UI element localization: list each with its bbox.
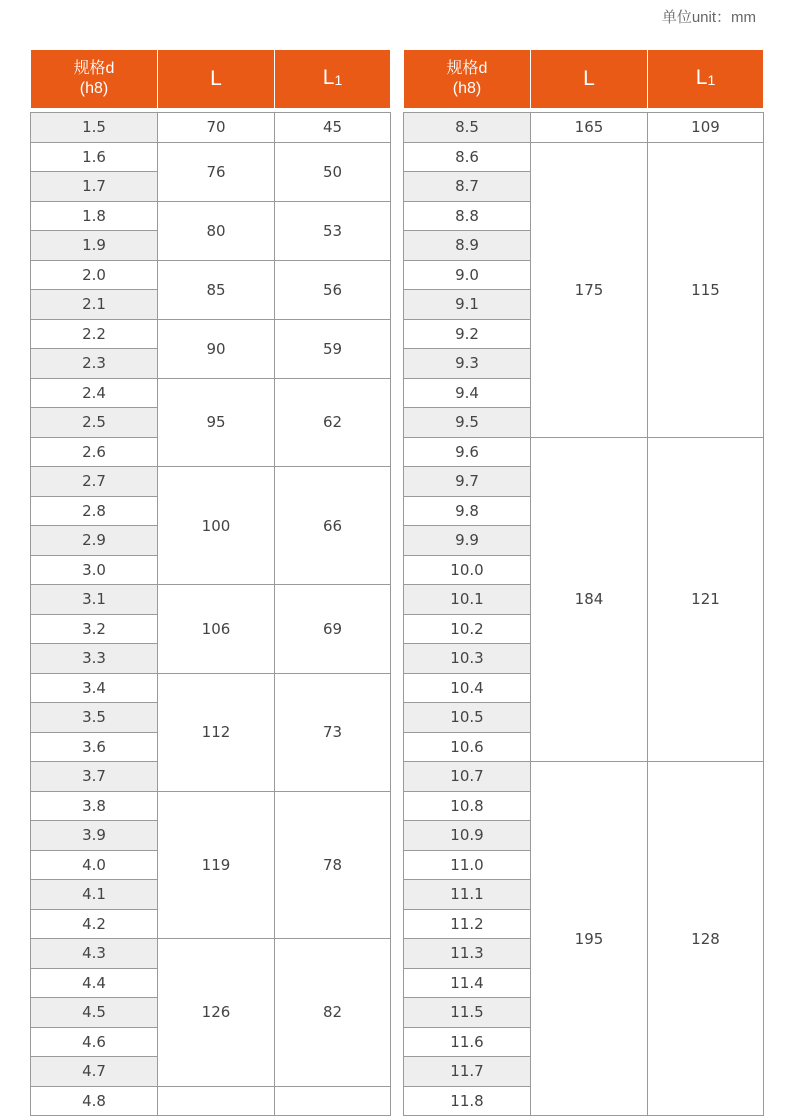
diameter-cell: 9.4 xyxy=(404,378,531,408)
diameter-cell: 2.0 xyxy=(31,260,158,290)
diameter-cell: 4.4 xyxy=(31,968,158,998)
diameter-cell: 11.7 xyxy=(404,1057,531,1087)
table-row xyxy=(31,378,391,408)
header-diameter-tolerance: (h8) xyxy=(79,80,109,97)
diameter-cell: 9.3 xyxy=(404,349,531,379)
table-row xyxy=(404,142,764,172)
length-cell: 195 xyxy=(531,762,648,1116)
diameter-cell: 8.5 xyxy=(404,113,531,143)
table-row xyxy=(31,319,391,349)
diameter-cell: 9.1 xyxy=(404,290,531,320)
diameter-cell: 11.3 xyxy=(404,939,531,969)
diameter-cell: 4.5 xyxy=(31,998,158,1028)
header-diameter-tolerance: (h8) xyxy=(452,80,482,97)
diameter-cell: 8.8 xyxy=(404,201,531,231)
diameter-cell: 2.4 xyxy=(31,378,158,408)
length-cell: 76 xyxy=(158,142,275,201)
diameter-cell: 3.3 xyxy=(31,644,158,674)
flute-length-cell: 78 xyxy=(275,791,391,939)
flute-length-cell: 69 xyxy=(275,585,391,674)
diameter-cell: 10.7 xyxy=(404,762,531,792)
diameter-cell: 2.9 xyxy=(31,526,158,556)
diameter-cell: 1.8 xyxy=(31,201,158,231)
diameter-cell: 2.7 xyxy=(31,467,158,497)
diameter-cell: 3.4 xyxy=(31,673,158,703)
diameter-cell: 9.9 xyxy=(404,526,531,556)
diameter-cell: 4.6 xyxy=(31,1027,158,1057)
diameter-cell: 8.6 xyxy=(404,142,531,172)
table-row xyxy=(31,467,391,497)
length-cell: 106 xyxy=(158,585,275,674)
flute-length-cell: 109 xyxy=(648,113,764,143)
diameter-cell: 1.7 xyxy=(31,172,158,202)
diameter-cell: 8.9 xyxy=(404,231,531,261)
header-flute-length-sub: 1 xyxy=(334,72,343,88)
flute-length-cell: 128 xyxy=(648,762,764,1116)
diameter-cell: 4.3 xyxy=(31,939,158,969)
spec-table-right xyxy=(403,50,764,1116)
header-diameter xyxy=(31,50,158,108)
diameter-cell: 4.1 xyxy=(31,880,158,910)
diameter-cell: 4.7 xyxy=(31,1057,158,1087)
table-row xyxy=(404,762,764,792)
diameter-cell: 2.6 xyxy=(31,437,158,467)
diameter-cell: 4.0 xyxy=(31,850,158,880)
header-diameter xyxy=(404,50,531,108)
header-flute-length-main: L xyxy=(695,66,708,89)
header-flute-length-sub: 1 xyxy=(707,72,716,88)
diameter-cell: 11.2 xyxy=(404,909,531,939)
unit-label: 单位unit：mm xyxy=(661,9,756,26)
diameter-cell: 11.8 xyxy=(404,1086,531,1116)
diameter-cell: 3.2 xyxy=(31,614,158,644)
diameter-cell: 2.5 xyxy=(31,408,158,438)
length-cell: 175 xyxy=(531,142,648,437)
length-cell: 85 xyxy=(158,260,275,319)
diameter-cell: 11.4 xyxy=(404,968,531,998)
diameter-cell: 10.3 xyxy=(404,644,531,674)
flute-length-cell: 45 xyxy=(275,113,391,143)
length-cell: 112 xyxy=(158,673,275,791)
diameter-cell: 11.5 xyxy=(404,998,531,1028)
table-row xyxy=(31,260,391,290)
diameter-cell: 10.9 xyxy=(404,821,531,851)
diameter-cell: 3.9 xyxy=(31,821,158,851)
length-cell: 80 xyxy=(158,201,275,260)
table-row xyxy=(404,437,764,467)
diameter-cell: 10.5 xyxy=(404,703,531,733)
flute-length-cell: 53 xyxy=(275,201,391,260)
diameter-cell: 4.8 xyxy=(31,1086,158,1116)
header-flute-length xyxy=(275,50,391,108)
flute-length-cell: 73 xyxy=(275,673,391,791)
length-cell: 165 xyxy=(531,113,648,143)
table-header-row xyxy=(31,50,391,108)
diameter-cell: 2.8 xyxy=(31,496,158,526)
table-row xyxy=(31,939,391,969)
table-header-row xyxy=(404,50,764,108)
diameter-cell: 3.0 xyxy=(31,555,158,585)
header-flute-length-main: L xyxy=(322,66,335,89)
table-row xyxy=(31,113,391,143)
table-row xyxy=(31,1086,391,1116)
diameter-cell: 3.5 xyxy=(31,703,158,733)
table-row xyxy=(31,791,391,821)
flute-length-cell: 66 xyxy=(275,467,391,585)
diameter-cell: 8.7 xyxy=(404,172,531,202)
length-cell: 184 xyxy=(531,437,648,762)
diameter-cell: 9.2 xyxy=(404,319,531,349)
diameter-cell: 4.2 xyxy=(31,909,158,939)
flute-length-cell: 121 xyxy=(648,437,764,762)
diameter-cell: 1.6 xyxy=(31,142,158,172)
diameter-cell: 1.5 xyxy=(31,113,158,143)
diameter-cell: 9.8 xyxy=(404,496,531,526)
diameter-cell: 9.6 xyxy=(404,437,531,467)
length-cell: 126 xyxy=(158,939,275,1087)
diameter-cell: 3.8 xyxy=(31,791,158,821)
table-row xyxy=(31,673,391,703)
length-cell: 70 xyxy=(158,113,275,143)
diameter-cell: 2.1 xyxy=(31,290,158,320)
diameter-cell: 10.4 xyxy=(404,673,531,703)
table-row xyxy=(31,142,391,172)
diameter-cell: 3.7 xyxy=(31,762,158,792)
flute-length-cell: 50 xyxy=(275,142,391,201)
length-cell: 95 xyxy=(158,378,275,467)
table-row xyxy=(31,201,391,231)
diameter-cell: 11.1 xyxy=(404,880,531,910)
diameter-cell: 9.7 xyxy=(404,467,531,497)
header-diameter-label: 规格d xyxy=(446,60,488,77)
flute-length-cell: 59 xyxy=(275,319,391,378)
flute-length-cell: 115 xyxy=(648,142,764,437)
diameter-cell: 11.0 xyxy=(404,850,531,880)
diameter-cell: 11.6 xyxy=(404,1027,531,1057)
diameter-cell: 10.8 xyxy=(404,791,531,821)
header-length: L xyxy=(531,50,648,108)
table-row xyxy=(31,585,391,615)
length-cell: 90 xyxy=(158,319,275,378)
diameter-cell: 10.6 xyxy=(404,732,531,762)
header-flute-length xyxy=(648,50,764,108)
diameter-cell: 2.2 xyxy=(31,319,158,349)
diameter-cell: 3.1 xyxy=(31,585,158,615)
diameter-cell: 3.6 xyxy=(31,732,158,762)
diameter-cell: 1.9 xyxy=(31,231,158,261)
flute-length-cell: 56 xyxy=(275,260,391,319)
flute-length-cell: 62 xyxy=(275,378,391,467)
header-length: L xyxy=(158,50,275,108)
spec-table-left xyxy=(30,50,391,1116)
length-cell xyxy=(158,1086,275,1116)
diameter-cell: 10.0 xyxy=(404,555,531,585)
flute-length-cell xyxy=(275,1086,391,1116)
flute-length-cell: 82 xyxy=(275,939,391,1087)
diameter-cell: 9.0 xyxy=(404,260,531,290)
length-cell: 119 xyxy=(158,791,275,939)
length-cell: 100 xyxy=(158,467,275,585)
table-row xyxy=(404,113,764,143)
diameter-cell: 2.3 xyxy=(31,349,158,379)
diameter-cell: 9.5 xyxy=(404,408,531,438)
diameter-cell: 10.1 xyxy=(404,585,531,615)
diameter-cell: 10.2 xyxy=(404,614,531,644)
header-diameter-label: 规格d xyxy=(73,60,115,77)
